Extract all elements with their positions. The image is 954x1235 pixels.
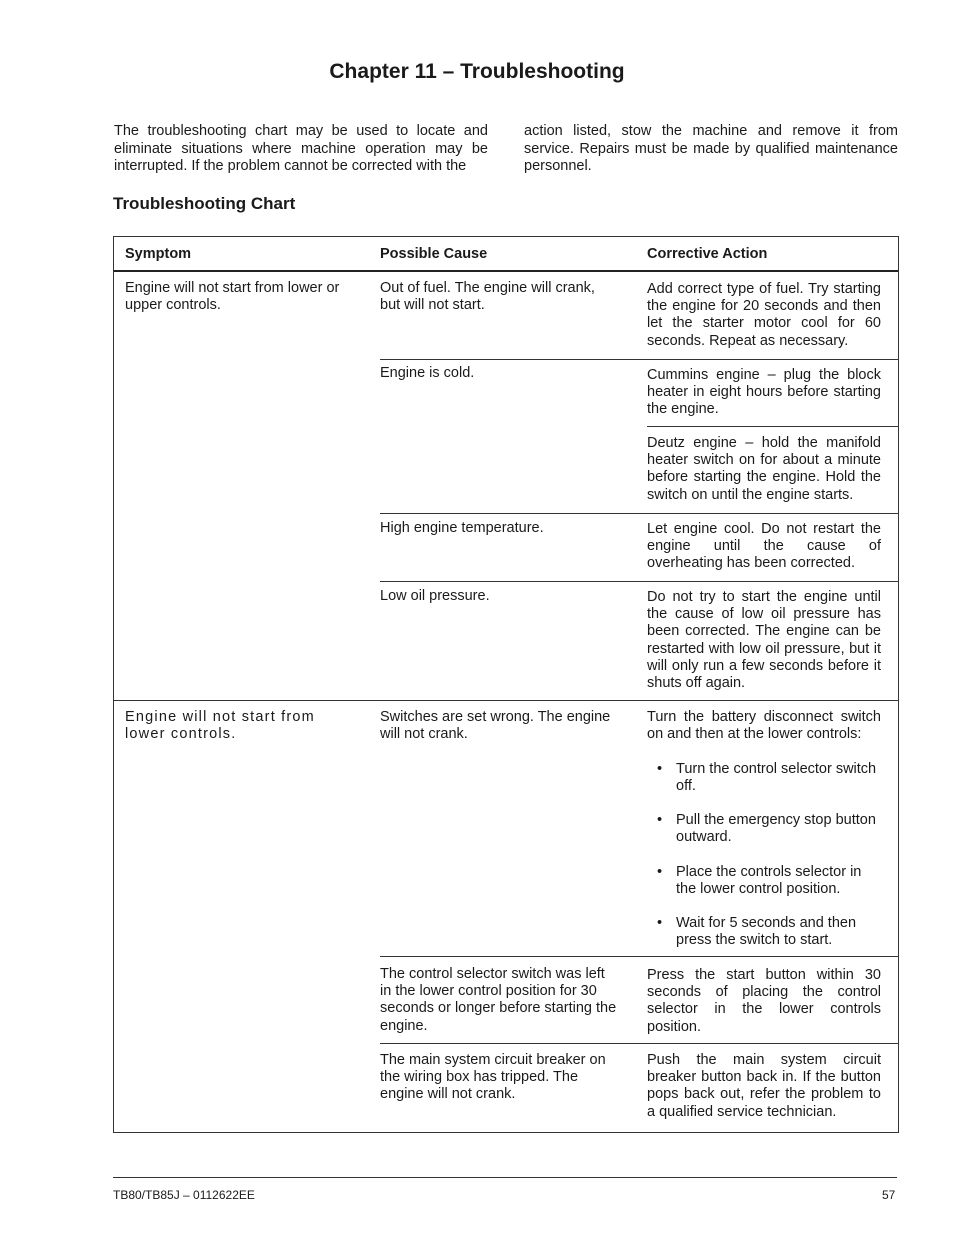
- row-divider: [380, 513, 898, 514]
- cause-cell: The control selector switch was left in the lower control position for 30 seconds or longer before starting the engine.: [380, 966, 617, 1034]
- action-cell: Turn the battery disconnect switch on and then at the lower controls:: [647, 709, 881, 743]
- step-text: Wait for 5 seconds and then press the switch to start.: [676, 915, 857, 949]
- row-divider: [380, 1043, 898, 1044]
- footer-doc-id: TB80/TB85J – 0112622EE: [113, 1188, 255, 1202]
- header-possible-cause: Possible Cause: [380, 246, 488, 262]
- troubleshooting-table: [113, 236, 899, 1133]
- cause-cell: The main system circuit breaker on the wiring box has tripped. The engine will not crank.: [380, 1052, 606, 1103]
- action-cell: Cummins engine – plug the block heater in eight hours before starting the engine.: [647, 367, 881, 418]
- action-cell: Deutz engine – hold the manifold heater switch on for about a minute before starting the engine. Hold the switch on until the engine starts.: [647, 435, 881, 503]
- row-divider: [647, 426, 898, 427]
- symptom-cell: Engine will not start from lower controls.: [125, 709, 315, 743]
- action-cell: Press the start button within 30 seconds of placing the control selector in the lower controls position.: [647, 967, 881, 1035]
- row-divider: [380, 581, 898, 582]
- row-divider: [380, 956, 898, 957]
- row-divider: [380, 359, 898, 360]
- action-cell: Do not try to start the engine until the cause of low oil pressure has been corrected. The engine can be restarted with low oil pressure, but it will only run a few seconds before it shuts off again.: [647, 589, 881, 692]
- cause-cell: Low oil pressure.: [380, 588, 490, 604]
- intro-right-column: action listed, stow the machine and remove it from service. Repairs must be made by qualified maintenance personnel.: [524, 123, 898, 174]
- step-text: Pull the emergency stop button outward.: [676, 812, 876, 846]
- cause-cell: Switches are set wrong. The engine will not crank.: [380, 709, 611, 743]
- cause-cell: Out of fuel. The engine will crank, but will not start.: [380, 280, 595, 314]
- section-heading: Troubleshooting Chart: [113, 194, 296, 213]
- chapter-title: Chapter 11 – Troubleshooting: [329, 60, 625, 83]
- header-symptom: Symptom: [125, 246, 192, 262]
- table-header-row: [114, 237, 898, 272]
- cause-cell: High engine temperature.: [380, 520, 544, 536]
- header-corrective-action: Corrective Action: [647, 246, 768, 262]
- action-cell: Let engine cool. Do not restart the engine until the cause of overheating has been corrected.: [647, 521, 881, 572]
- intro-left-column: The troubleshooting chart may be used to locate and eliminate situations where machine operation may be interrupted. If the problem cannot be corrected with the: [114, 123, 488, 174]
- page-number: 57: [882, 1188, 896, 1202]
- bullet-marker: •: [657, 761, 663, 777]
- bullet-marker: •: [657, 864, 663, 880]
- cause-cell: Engine is cold.: [380, 365, 475, 381]
- step-text: Place the controls selector in the lower control position.: [676, 864, 862, 898]
- footer-divider: [113, 1177, 897, 1178]
- bullet-marker: •: [657, 812, 663, 828]
- action-cell: Add correct type of fuel. Try starting the engine for 20 seconds and then let the starter motor cool for 60 seconds. Repeat as necessary.: [647, 281, 881, 349]
- symptom-cell: Engine will not start from lower or upper controls.: [125, 280, 340, 314]
- group-divider: [114, 700, 898, 701]
- bullet-marker: •: [657, 915, 663, 931]
- step-text: Turn the control selector switch off.: [676, 761, 877, 795]
- action-cell: Push the main system circuit breaker button back in. If the button pops back out, refer the problem to a qualified service technician.: [647, 1052, 881, 1120]
